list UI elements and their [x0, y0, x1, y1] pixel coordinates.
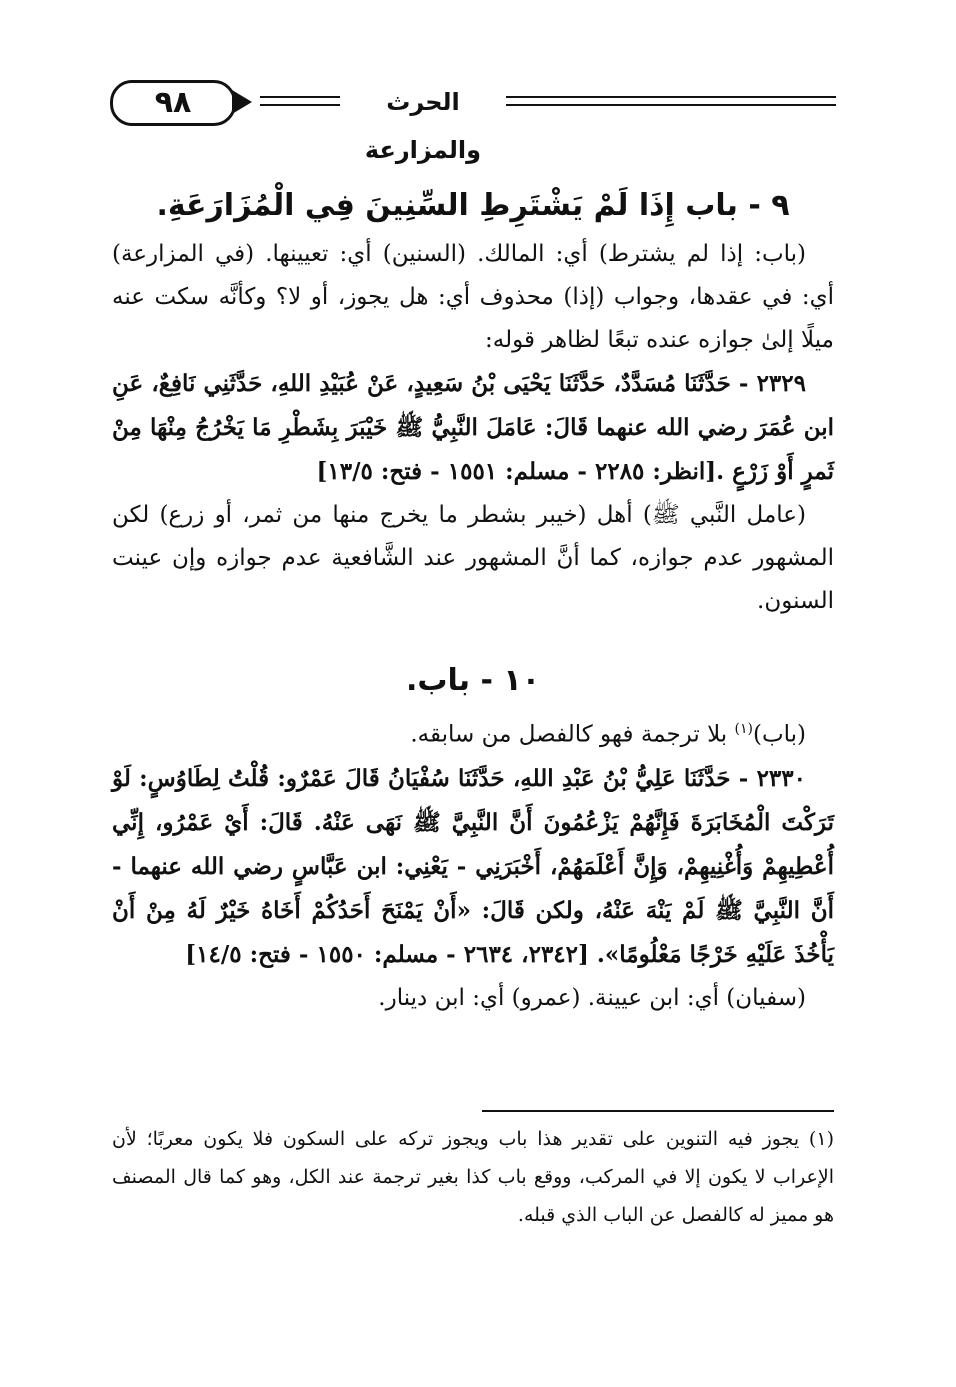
header-rule [506, 96, 836, 98]
footnote-divider [482, 1110, 834, 1112]
commentary-paragraph: (عامل النَّبي ﷺ) أهل (خيبر بشطر ما يخرج منها من ثمر، أو زرع) لكن المشهور عدم جوازه، كما أنَّ المشهور عند الشَّافعية عدم جوازه وإن عينت السنون. [112, 502, 834, 614]
chapter-heading: ٩ - باب إِذَا لَمْ يَشْتَرِطِ السِّنِينَ فِي الْمُزَارَعَةِ. [156, 188, 790, 223]
main-text [112, 188, 834, 1020]
header-rule [260, 96, 340, 98]
footnote-text: (١) يجوز فيه التنوين على تقدير هذا باب ويجوز تركه على السكون فلا يكون معربًا؛ لأن الإعراب لا يكون إلا في المركب، ووقع باب كذا بغير ترجمة عند الكل، وهو كما قال المصنف هو مميز له كالفصل عن الباب الذي قبله. [112, 1128, 834, 1226]
commentary-paragraph [112, 708, 834, 757]
footnote-marker: (١) [734, 721, 753, 737]
header-rule [260, 104, 340, 106]
chapter-heading: ١٠ - باب. [405, 663, 541, 698]
footnotes [112, 1120, 834, 1234]
page-header [110, 78, 836, 164]
page-number: ٩٨ [110, 80, 236, 126]
commentary-paragraph: (باب: إذا لم يشترط) أي: المالك. (السنين) أي: تعيينها. (في المزارعة) أي: في عقدها، وجواب (إذا) محذوف أي: هل يجوز، أو لا؟ وكأنَّه سكت عنه ميلًا إلىٰ جوازه عنده تبعًا لظاهر قوله: [112, 241, 834, 353]
hadith-text: ٢٣٢٩ - حَدَّثَنَا مُسَدَّدٌ، حَدَّثَنَا يَحْيَى بْنُ سَعِيدٍ، عَنْ عُبَيْدِ اللهِ، حَدَّثَنِي نَافِعٌ، عَنِ ابن عُمَرَ رضي الله عنهما قَالَ: عَامَلَ النَّبِيُّ ﷺ خَيْبَرَ بِشَطْرِ مَا يَخْرُجُ مِنْهَا مِنْ ثَمرٍ أَوْ زَرْعٍ .[انظر: ٢٢٨٥ - مسلم: ١٥٥١ - فتح: ١٣/٥] [112, 370, 834, 485]
commentary-paragraph: (سفيان) أي: ابن عيينة. (عمرو) أي: ابن دينار. [378, 984, 806, 1011]
note-rest: بلا ترجمة فهو كالفصل من سابقه. [410, 721, 735, 748]
header-rule [506, 104, 836, 106]
page-number-arrow-icon [232, 90, 252, 114]
note-prefix: (باب) [752, 721, 806, 748]
running-title: الحرث والمزارعة [364, 88, 482, 164]
hadith-text: ٢٣٣٠ - حَدَّثَنَا عَلِيُّ بْنُ عَبْدِ اللهِ، حَدَّثَنَا سُفْيَانُ قَالَ عَمْرٌو: قُلْتُ لِطَاوُسٍ: لَوْ تَرَكْتَ الْمُخَابَرَةَ فَإِنَّهُمْ يَزْعُمُونَ أَنَّ النَّبِيَّ ﷺ نَهَى عَنْهُ. قَالَ: أَيْ عَمْرُو، إِنِّي أُعْطِيهِمْ وَأُغْنِيهِمْ، وَإِنَّ أَعْلَمَهُمْ، أَخْبَرَنِي - يَعْنِي: ابن عَبَّاسٍ رضي الله عنهما - أَنَّ النَّبِيَّ ﷺ لَمْ يَنْهَ عَنْهُ، ولكن قَالَ: «أَنْ يَمْنَحَ أَحَدُكُمْ أَخَاهُ خَيْرٌ لَهُ مِنْ أَنْ يَأْخُذَ عَلَيْهِ خَرْجًا مَعْلُومًا». [٢٣٤٢، ٢٦٣٤ - مسلم: ١٥٥٠ - فتح: ١٤/٥] [112, 764, 834, 968]
